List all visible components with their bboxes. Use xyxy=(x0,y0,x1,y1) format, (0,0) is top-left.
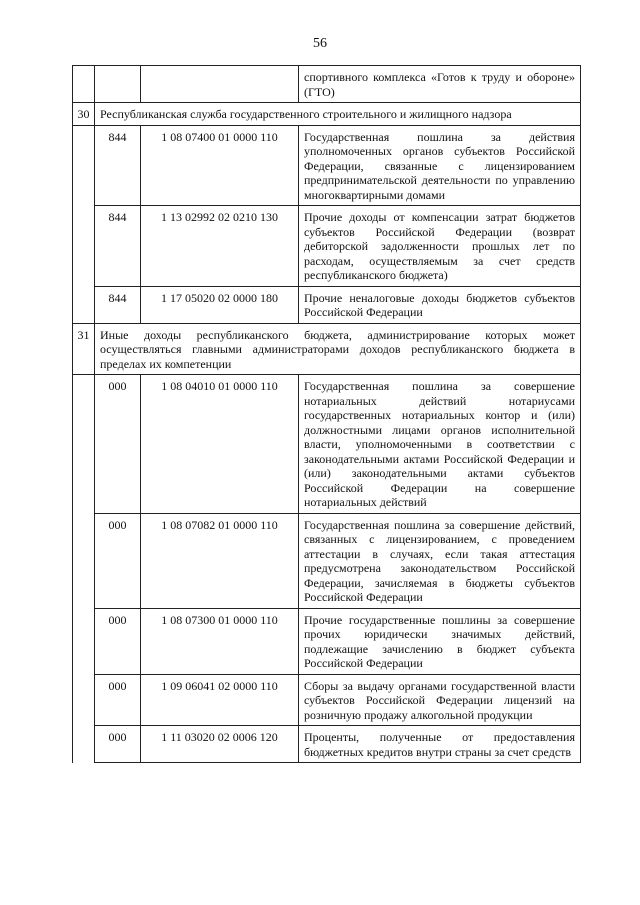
admin-code-cell: 000 xyxy=(95,513,141,608)
admin-code-cell: 844 xyxy=(95,286,141,323)
section-header-row xyxy=(73,103,581,126)
table-row xyxy=(73,375,581,514)
revenue-admin-table xyxy=(72,65,581,763)
table-row xyxy=(73,206,581,287)
revenue-name-cell: Прочие государственные пошлины за совершение прочих юридически значимых действий, подлежащие зачислению в бюджет субъекта Российской Федерации xyxy=(299,608,581,674)
revenue-name-cell: Сборы за выдачу органами государственной власти субъектов Российской Федерации лицензий на розничную продажу алкогольной продукции xyxy=(299,674,581,726)
section-title: Иные доходы республиканского бюджета, администрирование которых может осуществляться главными администраторами доходов республиканского бюджета в пределах их компетенции xyxy=(95,323,581,375)
admin-code-cell: 844 xyxy=(95,206,141,287)
budget-code-cell: 1 11 03020 02 0006 120 xyxy=(141,726,299,763)
revenue-name-cell: Государственная пошлина за совершение нотариальных действий нотариусами государственных нотариальных контор и (или) должностными лицами органов исполнительной власти, уполномоченными в соответствии с законодательными актами Российской Федерации и (или) законодательными актами субъектов Российской Федерации на совершение нотариальных действий xyxy=(299,375,581,514)
section-header-row xyxy=(73,323,581,375)
budget-code-cell: 1 17 05020 02 0000 180 xyxy=(141,286,299,323)
budget-code-cell: 1 08 07400 01 0000 110 xyxy=(141,125,299,206)
table-row xyxy=(73,513,581,608)
table-row xyxy=(73,674,581,726)
table-row xyxy=(73,286,581,323)
admin-code-cell: 000 xyxy=(95,608,141,674)
table-row xyxy=(73,726,581,763)
revenue-name-cell: Прочие доходы от компенсации затрат бюджетов субъектов Российской Федерации (возврат дебиторской задолженности прошлых лет по расходам, осуществляемым за счет средств республиканского бюджета) xyxy=(299,206,581,287)
budget-code-cell: 1 09 06041 02 0000 110 xyxy=(141,674,299,726)
admin-code-cell: 844 xyxy=(95,125,141,206)
budget-code-cell: 1 08 07300 01 0000 110 xyxy=(141,608,299,674)
revenue-name-cell: Государственная пошлина за действия уполномоченных органов субъектов Российской Федерации, связанные с лицензированием предпринимательской деятельности по управлению многоквартирными домами xyxy=(299,125,581,206)
budget-code-cell: 1 08 07082 01 0000 110 xyxy=(141,513,299,608)
revenue-name-cell: Государственная пошлина за совершение действий, связанных с лицензированием, с проведением аттестации в случаях, если такая аттестация предусмотрена законодательством Российской Федерации, зачисляемая в бюджеты субъектов Российской Федерации xyxy=(299,513,581,608)
section-number: 30 xyxy=(73,103,95,126)
section-number: 31 xyxy=(73,323,95,375)
revenue-name-cell: спортивного комплекса «Готов к труду и обороне» (ГТО) xyxy=(299,66,581,103)
admin-code-cell: 000 xyxy=(95,726,141,763)
admin-code-cell: 000 xyxy=(95,674,141,726)
admin-code-cell: 000 xyxy=(95,375,141,514)
budget-code-cell: 1 13 02992 02 0210 130 xyxy=(141,206,299,287)
table-row xyxy=(73,66,581,103)
table-row xyxy=(73,125,581,206)
section-title: Республиканская служба государственного строительного и жилищного надзора xyxy=(95,103,581,126)
revenue-name-cell: Проценты, полученные от предоставления бюджетных кредитов внутри страны за счет средств xyxy=(299,726,581,763)
page-number: 56 xyxy=(313,36,327,51)
budget-code-cell: 1 08 04010 01 0000 110 xyxy=(141,375,299,514)
revenue-name-cell: Прочие неналоговые доходы бюджетов субъектов Российской Федерации xyxy=(299,286,581,323)
table-row xyxy=(73,608,581,674)
